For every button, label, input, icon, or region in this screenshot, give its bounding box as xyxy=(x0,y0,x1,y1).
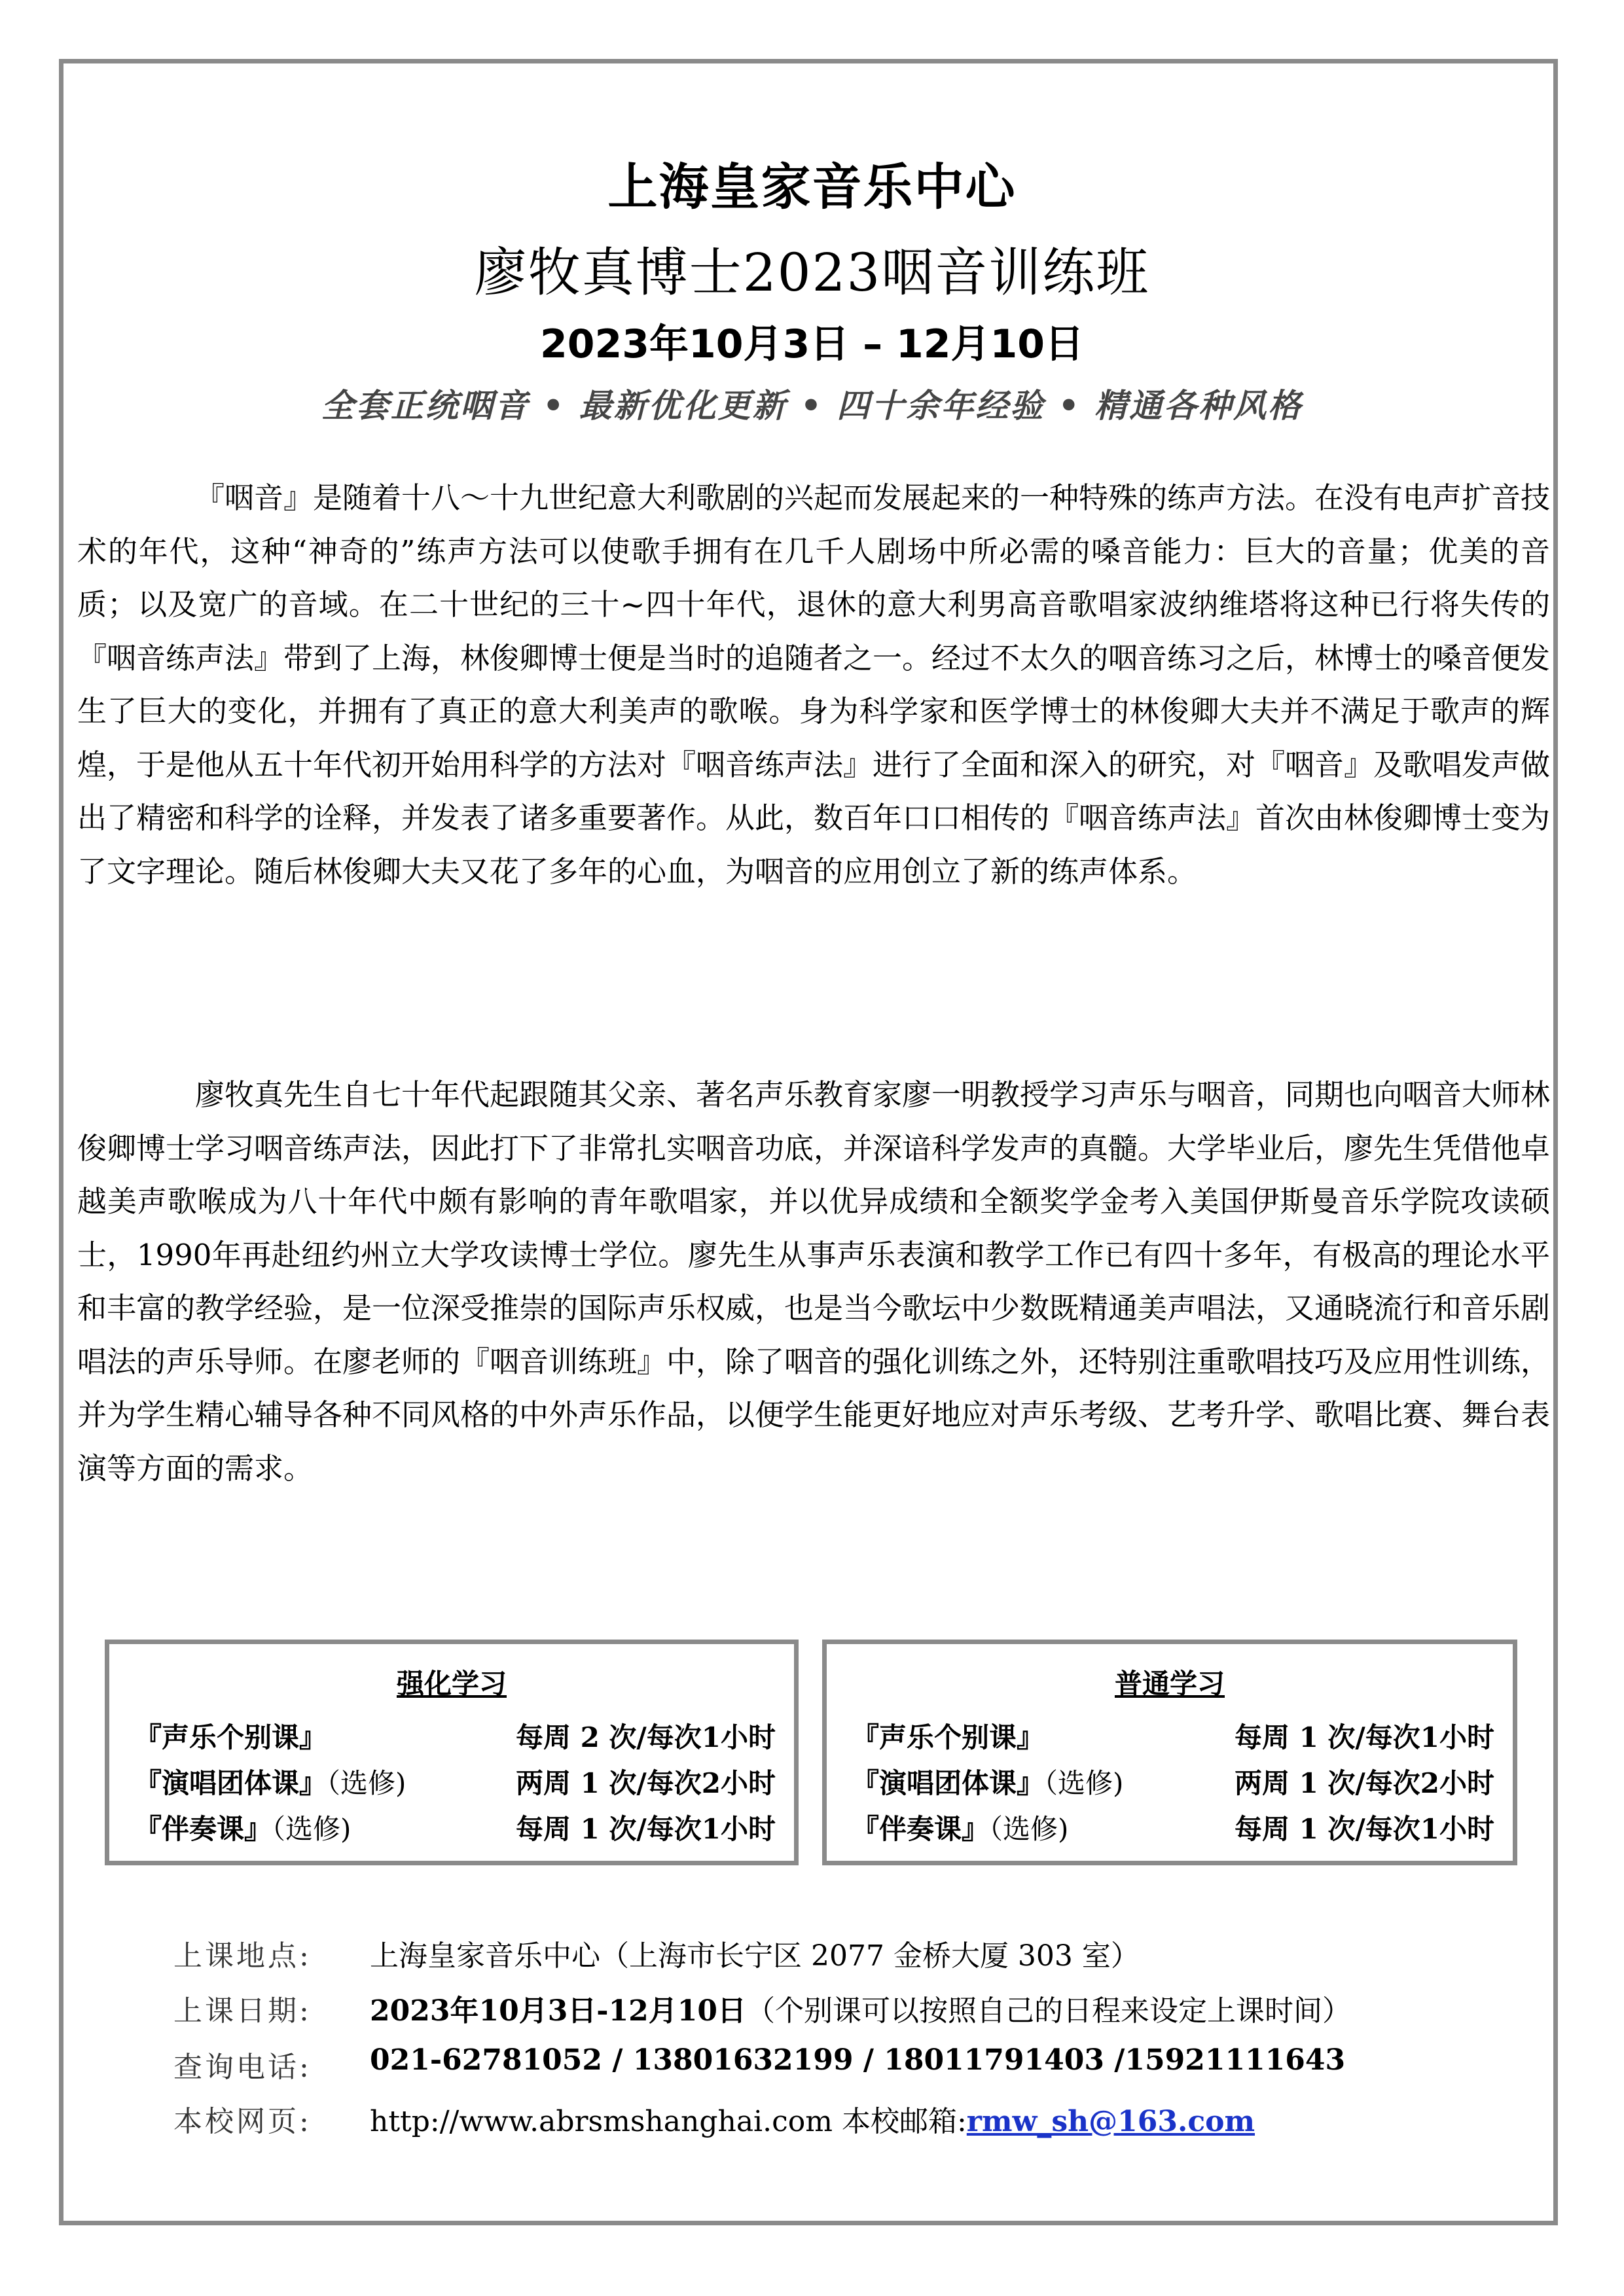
course-frequency: 两周 1 次/每次2小时 xyxy=(1234,1767,1494,1799)
email-link[interactable]: rmw_sh@163.com xyxy=(966,2105,1255,2138)
plan-row xyxy=(134,1762,776,1808)
course-name: 『演唱团体课』（选修) xyxy=(134,1767,406,1799)
plan-row xyxy=(852,1716,1494,1762)
phone-line xyxy=(173,2043,1548,2089)
intro-paragraph-history: 『咽音』是随着十八～十九世纪意大利歌剧的兴起而发展起来的一种特殊的练声方法。在没有电声扩音技术的年代，这种“神奇的”练声方法可以使歌手拥有在几千人剧场中所必需的嗓音能力：巨大的音量；优美的音质；以及宽广的音域。在二十世纪的三十~四十年代，退休的意大利男高音歌唱家波纳维塔将这种已行将失传的『咽音练声法』带到了上海，林俊卿博士便是当时的追随者之一。经过不太久的咽音练习之后，林博士的嗓音便发生了巨大的变化，并拥有了真正的意大利美声的歌喉。身为科学家和医学博士的林俊卿大夫并不满足于歌声的辉煌，于是他从五十年代初开始用科学的方法对『咽音练声法』进行了全面和深入的研究，对『咽音』及歌唱发声做出了精密和科学的诠释，并发表了诸多重要著作。从此，数百年口口相传的『咽音练声法』首次由林俊卿博士变为了文字理论。随后林俊卿大夫又花了多年的心血，为咽音的应用创立了新的练声体系。 xyxy=(77,480,1551,889)
plan-row xyxy=(852,1762,1494,1808)
intro-paragraph-teacher: 廖牧真先生自七十年代起跟随其父亲、著名声乐教育家廖一明教授学习声乐与咽音，同期也向咽音大师林俊卿博士学习咽音练声法，因此打下了非常扎实咽音功底，并深谙科学发声的真髓。大学毕业后，廖先生凭借他卓越美声歌喉成为八十年代中颇有影响的青年歌唱家，并以优异成绩和全额奖学金考入美国伊斯曼音乐学院攻读硕士，1990年再赴纽约州立大学攻读博士学位。廖先生从事声乐表演和教学工作已有四十多年，有极高的理论水平和丰富的教学经验，是一位深受推崇的国际声乐权威，也是当今歌坛中少数既精通美声唱法，又通晓流行和音乐剧唱法的声乐导师。在廖老师的『咽音训练班』中，除了咽音的强化训练之外，还特别注重歌唱技巧及应用性训练，并为学生精心辅导各种不同风格的中外声乐作品，以便学生能更好地应对声乐考级、艺考升学、歌唱比赛、舞台表演等方面的需求。 xyxy=(77,1077,1551,1486)
plan-row xyxy=(134,1716,776,1762)
regular-plan-box xyxy=(822,1640,1517,1865)
plan-row xyxy=(852,1808,1494,1854)
intensive-plan-title: 强化学习 xyxy=(396,1668,507,1700)
date-line xyxy=(173,1987,1548,2033)
course-frequency: 每周 2 次/每次1小时 xyxy=(515,1721,776,1753)
email-label: 本校邮箱: xyxy=(841,2105,967,2138)
course-name: 『伴奏课』（选修) xyxy=(134,1813,352,1845)
website-link[interactable]: http://www.abrsmshanghai.com xyxy=(370,2105,833,2138)
date-label: 上课日期: xyxy=(173,1994,312,2028)
date-value: 2023年10月3日-12月10日（个别课可以按照自己的日程来设定上课时间） xyxy=(370,1994,1352,2028)
web-contact xyxy=(370,2098,1255,2140)
course-title: 廖牧真博士2023咽音训练班 xyxy=(474,242,1150,303)
web-line xyxy=(173,2098,1548,2144)
slogan: 全套正统咽音 • 最新优化更新 • 四十余年经验 • 精通各种风格 xyxy=(321,387,1303,425)
course-frequency: 两周 1 次/每次2小时 xyxy=(515,1767,776,1799)
course-frequency: 每周 1 次/每次1小时 xyxy=(1234,1813,1494,1845)
phone-label: 查询电话: xyxy=(173,2051,312,2084)
intensive-plan-box xyxy=(105,1640,799,1865)
phone-value: 021-62781052 / 13801632199 / 18011791403 /15921111643 xyxy=(370,2043,1346,2077)
regular-plan-title: 普通学习 xyxy=(1114,1668,1225,1700)
location-label: 上课地点: xyxy=(173,1939,312,1973)
course-dates: 2023年10月3日 – 12月10日 xyxy=(539,321,1084,367)
course-name: 『声乐个别课』 xyxy=(134,1721,327,1753)
location-line xyxy=(173,1932,1548,1978)
course-name: 『声乐个别课』 xyxy=(852,1721,1045,1753)
course-name: 『演唱团体课』（选修) xyxy=(852,1767,1124,1799)
plan-row xyxy=(134,1808,776,1854)
org-title: 上海皇家音乐中心 xyxy=(607,158,1017,216)
web-label: 本校网页: xyxy=(173,2105,312,2138)
location-value: 上海皇家音乐中心（上海市长宁区 2077 金桥大厦 303 室） xyxy=(370,1939,1140,1973)
course-frequency: 每周 1 次/每次1小时 xyxy=(1234,1721,1494,1753)
course-frequency: 每周 1 次/每次1小时 xyxy=(515,1813,776,1845)
course-name: 『伴奏课』（选修) xyxy=(852,1813,1069,1845)
